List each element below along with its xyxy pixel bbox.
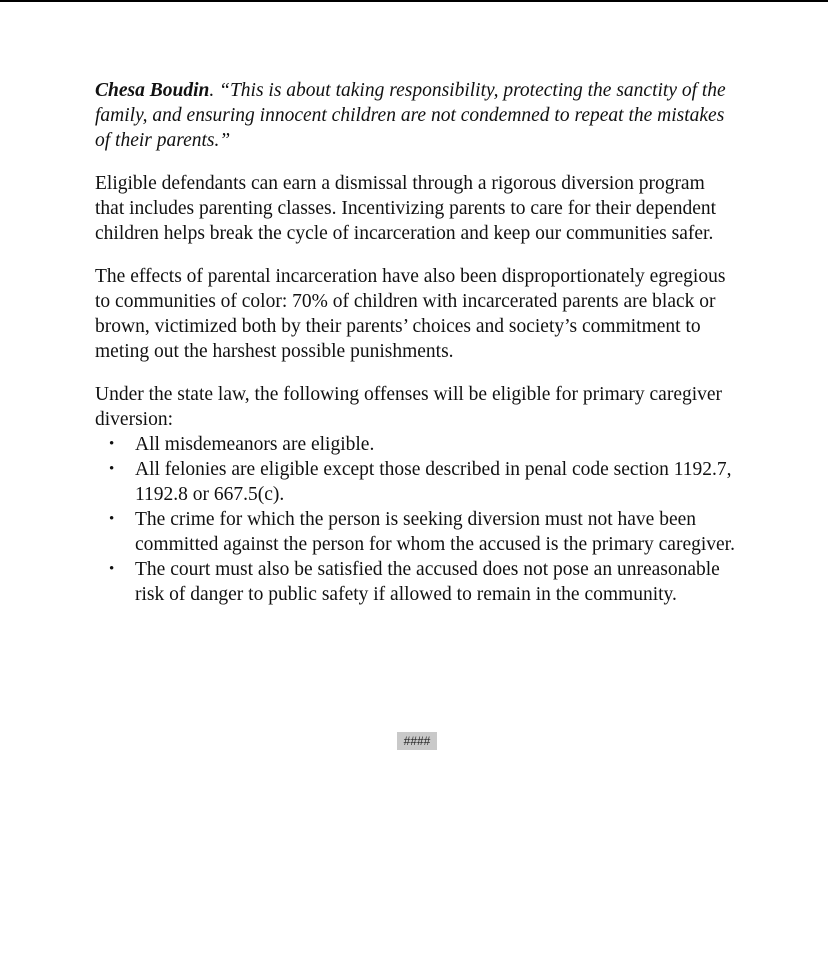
list-item	[95, 557, 735, 607]
quote-text: “This is about taking responsibility, protecting the sanctity of the family, and ensuring innocent children are not condemned to repeat the mistakes of their parents.”	[95, 80, 726, 151]
bullet-icon: •	[109, 561, 115, 577]
list-item	[95, 507, 735, 557]
list-item-text: All felonies are eligible except those described in penal code section 1192.7, 1192.8 or 667.5(c).	[135, 459, 732, 505]
end-of-document-mark: ####	[397, 732, 437, 750]
speaker-name: Chesa Boudin	[95, 80, 210, 101]
list-item-text: The court must also be satisfied the accused does not pose an unreasonable risk of danger to public safety if allowed to remain in the community.	[135, 559, 720, 605]
list-item-text: The crime for which the person is seeking diversion must not have been committed against the person for whom the accused is the primary caregiver.	[135, 509, 735, 555]
document-body	[95, 78, 735, 607]
bullet-icon: •	[109, 461, 115, 477]
list-item-text: All misdemeanors are eligible.	[135, 434, 375, 455]
list-item	[95, 457, 735, 507]
top-border-rule	[0, 0, 828, 2]
eligibility-intro: Under the state law, the following offenses will be eligible for primary caregiver diversion:	[95, 384, 723, 430]
quote-paragraph	[95, 78, 735, 153]
bullet-icon: •	[109, 436, 115, 452]
body-paragraph-diversion: Eligible defendants can earn a dismissal through a rigorous diversion program that includes parenting classes. Incentivizing parents to care for their dependent children helps break the cycle of incarceration and keep our communities safer.	[95, 173, 717, 244]
body-paragraph-communities-of-color: The effects of parental incarceration have also been disproportionately egregious to communities of color: 70% of children with incarcerated parents are black or brown, victimized both by their parents’ choices and society’s commitment to meting out the harshest possible punishments.	[95, 266, 726, 362]
speaker-separator: .	[209, 80, 220, 101]
list-item	[95, 432, 735, 457]
eligibility-list	[95, 432, 735, 607]
bullet-icon: •	[109, 511, 115, 527]
